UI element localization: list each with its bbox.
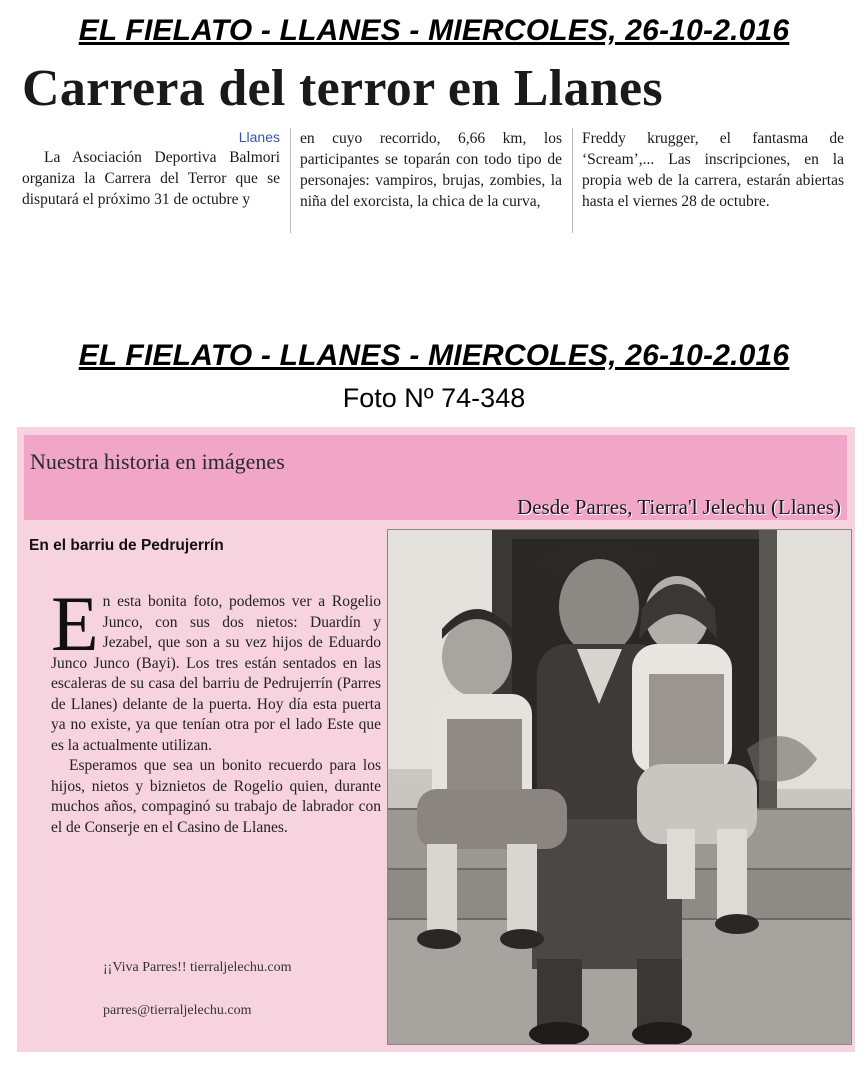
banner-subtitle: Desde Parres, Tierra'l Jelechu (Llanes) xyxy=(517,495,841,519)
article-paragraph-1: n esta bonita foto, podemos ver a Rogelio Junco, con sus dos nietos: Duardín y Jezabel, que son a su vez hijos de Eduardo Junco Junco (Bayi). Los tres están sentados en las escaleras de su casa del barriu de Pedrujerrín (Parres de Llanes) delante de la puerta. Hoy día esta puerta ya no existe, ya que tenían otra por el lado Este que es la actualmente utilizan. xyxy=(51,593,381,754)
column-divider xyxy=(572,128,573,233)
column-divider xyxy=(290,128,291,233)
footer-email: parres@tierraljelechu.com xyxy=(103,1003,252,1018)
article-body xyxy=(51,580,381,838)
history-panel xyxy=(17,427,855,1052)
article-title: En el barriu de Pedrujerrín xyxy=(29,537,224,554)
clipping-column-3: Freddy krugger, el fantasma de ‘Scream’,... Las inscripciones, en la propia web de la carrera, estarán abiertas hasta el viernes 28 de octubre. xyxy=(582,130,844,210)
clipping-location: Llanes xyxy=(238,129,280,145)
history-banner xyxy=(24,435,847,520)
article-paragraph-2: Esperamos que sea un bonito recuerdo para los hijos, nietos y biznietos de Rogelio quien, durante muchos años, compaginó su trabajo de labrador con el de Conserje en el Casino de Llanes. xyxy=(51,757,381,836)
clipping-column-2: en cuyo recorrido, 6,66 km, los participantes se toparán con todo tipo de personajes: vampiros, brujas, zombies, la niña del exorcista, la chica de la curva, xyxy=(300,130,562,210)
clipping-headline: Carrera del terror en Llanes xyxy=(22,60,663,117)
clipping-column-1-text: La Asociación Deportiva Balmori organiza la Carrera del Terror que se disputará el próximo 31 de octubre y xyxy=(22,149,280,208)
drop-cap: E xyxy=(51,580,99,667)
banner-title: Nuestra historia en imágenes xyxy=(30,449,285,474)
page-header-second: EL FIELATO - LLANES - MIERCOLES, 26-10-2.016 xyxy=(78,339,790,372)
photo-label: Foto Nº 74-348 xyxy=(342,383,526,413)
old-family-photo xyxy=(387,529,852,1045)
page-header-top: EL FIELATO - LLANES - MIERCOLES, 26-10-2.016 xyxy=(78,14,790,47)
footer-website: ¡¡Viva Parres!! tierraljelechu.com xyxy=(103,960,292,975)
clipping-column-1 xyxy=(22,128,280,210)
